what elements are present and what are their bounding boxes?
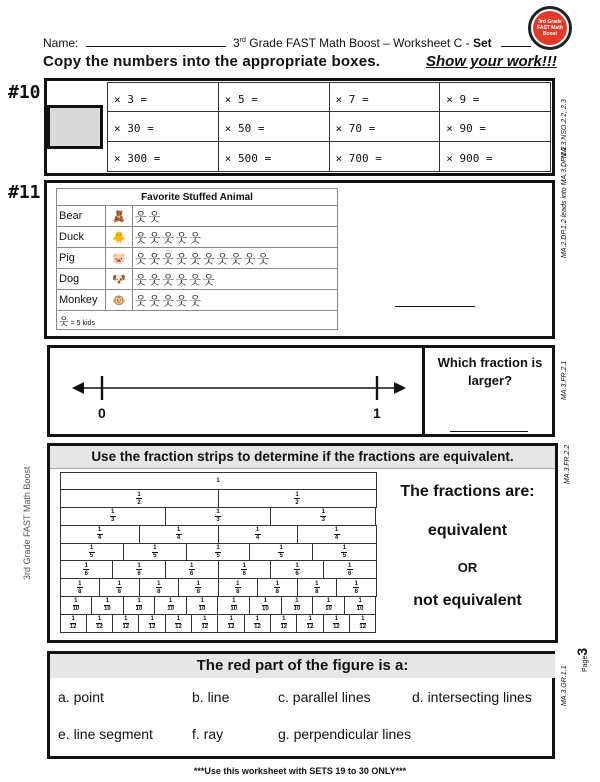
strip-cell: 1 5 [312,543,376,562]
person-icon: 웃 [230,251,244,266]
pictograph-answer-line[interactable] [395,306,475,307]
grid-cell[interactable]: × 70 = [330,112,441,142]
strip-row [60,561,376,579]
strip-cell: 1 4 [218,525,298,544]
strip-cell: 1 5 [60,543,124,562]
pictograph-title: Favorite Stuffed Animal [57,189,338,206]
pictograph-table [56,188,338,330]
strip-cell: 1 6 [270,560,324,579]
strip-cell: 1 12 [138,614,165,633]
strip-cell: 1 2 [60,489,219,508]
grid-cell[interactable]: × 700 = [330,142,441,172]
option-perpendicular-lines[interactable]: g. perpendicular lines [278,726,412,742]
person-icon: 웃 [135,209,149,224]
strip-row [60,597,376,615]
person-icon: 웃 [148,209,163,224]
person-icon: 웃 [148,251,163,266]
footer-note: ***Use this worksheet with SETS 19 to 30 ONLY*** [193,766,407,776]
person-icon: 웃 [216,251,231,266]
left-arrow-icon [72,382,84,394]
person-icon: 웃 [135,272,149,287]
strip-cell: 1 5 [186,543,250,562]
person-icon: 웃 [148,230,163,245]
page-number-value: 3 [574,647,590,656]
bear-icon: 🧸 [106,206,133,227]
strip-cell: 1 4 [297,525,377,544]
person-icon: 웃 [257,251,271,266]
strip-cell: 1 10 [60,596,93,615]
strip-cell: 1 12 [165,614,192,633]
person-icon: 웃 [162,293,176,308]
option-line-segment[interactable]: e. line segment [58,726,153,742]
fraction-strips [60,472,376,632]
q10-standard-code: MA.3.NSO.2.2, 2.3 [561,99,568,158]
strip-cell: 1 12 [270,614,297,633]
fast-math-logo [528,6,572,50]
option-parallel-lines[interactable]: c. parallel lines [278,689,371,705]
strip-cell: 1 10 [312,596,345,615]
person-icon: 웃 [175,251,190,266]
strip-cell: 1 6 [323,560,377,579]
person-icon: 웃 [59,316,69,328]
strip-cell: 1 8 [336,578,377,597]
or-label: OR [457,560,478,575]
show-work-text: Show your work!!! [426,53,557,70]
person-icon: 웃 [175,293,190,308]
strip-cell: 1 3 [270,507,376,526]
strip-row [60,579,376,597]
person-icon: 웃 [202,251,217,266]
person-icon: 웃 [202,272,217,287]
option-ray[interactable]: f. ray [192,726,224,742]
strip-cell: 1 6 [165,560,219,579]
person-icon: 웃 [189,272,203,287]
side-brand-text: 3rd Grade FAST Math Boost [22,466,32,580]
strip-cell: 1 12 [191,614,218,633]
name-blank[interactable] [86,36,226,47]
person-icon: 웃 [148,272,163,287]
person-icon: 웃 [162,251,176,266]
person-icon: 웃 [135,293,149,308]
strip-cell: 1 8 [218,578,259,597]
people-icons [133,248,338,269]
strip-row [60,508,376,526]
table-row [57,269,338,290]
strip-cell: 1 4 [60,525,140,544]
strip-cell: 1 10 [91,596,124,615]
worksheet-header [43,36,531,50]
grid-cell[interactable]: × 7 = [330,82,441,112]
duck-icon: 🐥 [106,227,133,248]
grid-cell[interactable]: × 900 = [440,142,551,172]
animal-name: Pig [57,248,106,269]
fractions-standard-code: MA.3.FR.2.2 [564,444,571,484]
fractions-are-label: The fractions are: [400,483,535,500]
grid-cell[interactable]: × 500 = [219,142,330,172]
strip-cell: 1 12 [349,614,376,633]
pig-icon: 🐷 [106,248,133,269]
title-sup: rd [239,37,246,44]
person-icon: 웃 [162,230,176,245]
option-line[interactable]: b. line [192,689,230,705]
geometry-standard-code: MA.3.GR.1.1 [561,665,568,706]
strip-cell: 1 10 [123,596,156,615]
strip-cell: 1 8 [257,578,298,597]
pictograph-key [57,311,338,330]
grid-cell[interactable]: × 30 = [108,112,219,142]
worksheet-title: Grade FAST Math Boost – Worksheet C - [245,36,473,50]
right-arrow-icon [394,382,406,394]
logo-line-3: Boost [542,31,558,37]
label-zero: 0 [98,405,106,421]
strip-row [60,543,376,561]
person-icon: 웃 [162,272,176,287]
instruction-text: Copy the numbers into the appropriate boxes. [43,53,381,70]
strip-cell: 1 5 [123,543,187,562]
question-11-number: #11 [8,182,41,203]
strip-cell: 1 10 [344,596,377,615]
number-line-divider [422,345,425,437]
strip-row [60,614,376,632]
geometry-heading: The red part of the figure is a: [50,654,555,678]
page-label: Page [582,655,589,672]
dog-icon: 🐶 [106,269,133,290]
strip-cell: 1 5 [249,543,313,562]
name-label: Name: [43,36,79,50]
strip-cell: 1 10 [217,596,250,615]
table-row [57,227,338,248]
set-blank[interactable] [501,36,531,47]
strip-cell: 1 8 [60,578,101,597]
person-icon: 웃 [189,230,203,245]
fraction-strips-heading: Use the fraction strips to determine if the fractions are equivalent. [50,446,555,469]
equivalent-option[interactable]: equivalent [427,522,508,539]
not-equivalent-option[interactable]: not equivalent [413,592,522,609]
strip-row [60,472,376,490]
q11-standard-code: MA.2.DP.1.2 leads into MA.3.DP.1.2 [561,146,568,258]
table-row [57,206,338,227]
key-text: = 5 kids [70,319,95,327]
person-icon: 웃 [243,251,258,266]
grid-cell[interactable]: × 9 = [440,82,551,112]
option-intersecting-lines[interactable]: d. intersecting lines [412,689,532,705]
strip-cell: 1 2 [218,489,377,508]
label-one: 1 [373,405,381,421]
strip-cell: 1 12 [217,614,244,633]
person-icon: 웃 [135,230,149,245]
strip-cell: 1 12 [244,614,271,633]
monkey-icon: 🐵 [106,290,133,311]
fraction-answer-line[interactable] [450,431,528,432]
person-icon: 웃 [175,230,190,245]
number-box[interactable] [47,105,103,149]
person-icon: 웃 [189,293,203,308]
animal-name: Monkey [57,290,106,311]
strip-cell: 1 6 [218,560,272,579]
person-icon: 웃 [189,251,203,266]
page-number [574,648,592,672]
strip-cell: 1 [60,472,377,491]
strip-cell: 1 8 [178,578,219,597]
strip-cell: 1 8 [99,578,140,597]
strip-cell: 1 12 [86,614,113,633]
people-icons [133,290,338,311]
strip-cell: 1 4 [139,525,219,544]
people-icons [133,206,338,227]
grid-cell[interactable]: × 3 = [108,82,219,112]
grid-cell[interactable]: × 90 = [440,112,551,142]
grid-cell[interactable]: × 5 = [219,82,330,112]
strip-cell: 1 10 [186,596,219,615]
number-line [70,370,410,420]
table-row [57,290,338,311]
numline-standard-code: MA.3.FR.2.1 [561,360,568,400]
grid-cell[interactable]: × 300 = [108,142,219,172]
strip-cell: 1 10 [154,596,187,615]
animal-name: Duck [57,227,106,248]
strip-cell: 1 12 [323,614,350,633]
strip-row [60,490,376,508]
strip-cell: 1 12 [296,614,323,633]
option-point[interactable]: a. point [58,689,104,705]
animal-name: Dog [57,269,106,290]
set-label: Set [472,36,492,50]
strip-cell: 1 10 [249,596,282,615]
strip-cell: 1 6 [112,560,166,579]
strip-cell: 1 12 [112,614,139,633]
people-icons [133,269,338,290]
question-10-number: #10 [8,82,41,103]
title-prefix: 3 [233,36,240,50]
grid-cell[interactable]: × 50 = [219,112,330,142]
logo-line-2: FAST Math [537,25,563,31]
logo-line-1: 3rd Grade [538,19,562,25]
person-icon: 웃 [175,272,190,287]
strip-row [60,525,376,543]
strip-cell: 1 8 [297,578,338,597]
strip-cell: 1 12 [60,614,87,633]
which-fraction-question: Which fraction is larger? [437,355,543,388]
strip-cell: 1 10 [281,596,314,615]
table-row [57,248,338,269]
animal-name: Bear [57,206,106,227]
person-icon: 웃 [135,251,149,266]
strip-cell: 1 8 [139,578,180,597]
strip-cell: 1 3 [60,507,166,526]
strip-cell: 1 6 [60,560,114,579]
strip-cell: 1 3 [165,507,271,526]
multiplication-grid [107,82,551,172]
person-icon: 웃 [148,293,163,308]
people-icons [133,227,338,248]
